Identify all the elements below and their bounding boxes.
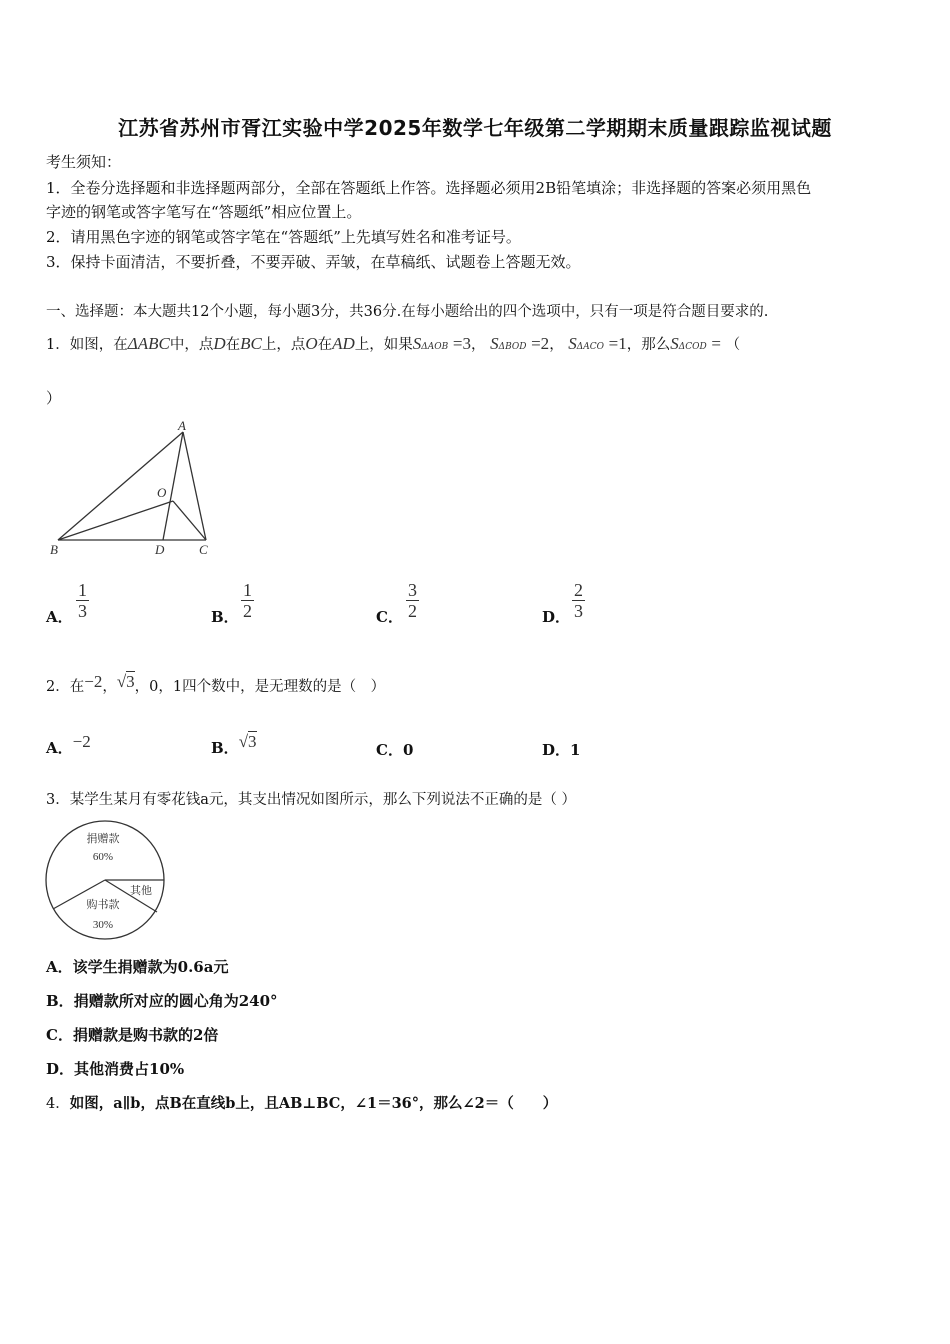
question-1-paren-close: ） (46, 389, 62, 407)
segment-bo (58, 501, 173, 540)
segment-ac (183, 432, 206, 540)
fraction: $\frac{3}{2}$ (408, 580, 417, 621)
notice-item-1-line-1: 1．全卷分选择题和非选择题两部分，全部在答题纸上作答。选择题必须用2B铅笔填涂；非选择题的答案必须用黑色 (46, 179, 812, 197)
question-1-stem: 1．如图，在ΔABC中，点D在BC上，点O在AD上，如果SΔAOB =3， SΔBOD =2， SΔACO =1，那么SΔCOD = （ (46, 334, 741, 353)
slice-label-other: 其他 (130, 885, 152, 897)
question-number: 2． (46, 679, 70, 695)
notice-item-2: 2．请用黑色字迹的钢笔或答字笔在“答题纸”上先填写姓名和准考证号。 (46, 228, 521, 246)
q3-option-b[interactable]: B．捐赠款所对应的圆心角为240° (46, 992, 278, 1010)
q2-option-a[interactable]: A．−2 (46, 732, 91, 757)
triangle-figure (44, 416, 224, 562)
segment-oc (173, 501, 206, 540)
question-4-stem: 4．如图，a∥b，点B在直线b上，且AB⊥BC，∠1＝36°，那么∠2＝（ ） (46, 1095, 558, 1112)
q3-option-c[interactable]: C．捐赠款是购书款的2倍 (46, 1026, 219, 1044)
section-heading: 一、选择题：本大题共12个小题，每小题3分，共36分.在每小题给出的四个选项中，只有一项是符合题目要求的. (46, 304, 769, 320)
notice-heading: 考生须知： (46, 153, 122, 171)
label-a: A (178, 418, 186, 433)
math-segment-bc: BC (240, 334, 262, 353)
slice-pct-books: 30% (92, 919, 114, 931)
fraction: $\frac{1}{2}$ (243, 580, 252, 621)
notice-item-1-line-2: 字迹的钢笔或答字笔写在“答题纸”相应位置上。 (46, 203, 362, 221)
slice-label-donation: 捐赠款 (86, 833, 120, 845)
q3-option-a[interactable]: A．该学生捐赠款为0.6a元 (46, 958, 229, 976)
slice-pct-donation: 60% (92, 851, 114, 863)
math-area-aco: ΔACO (576, 342, 605, 352)
slice-label-books: 购书款 (86, 899, 120, 911)
question-number: 4． (46, 1096, 70, 1112)
label-c: C (199, 542, 208, 557)
question-number: 1． (46, 337, 70, 353)
page-title: 江苏省苏州市胥江实验中学2025年数学七年级第二学期期末质量跟踪监视试题 (118, 116, 832, 140)
math-sqrt-three: √3 (116, 672, 135, 691)
math-triangle-abc: ΔABC (127, 334, 170, 353)
question-3-stem: 3．某学生某月有零花钱a元，其支出情况如图所示，那么下列说法不正确的是（ ） (46, 792, 576, 808)
question-number: 3． (46, 792, 70, 808)
math-point-o: O (305, 334, 318, 353)
label-o: O (157, 485, 167, 500)
expense-pie-chart (44, 820, 168, 944)
label-d: D (155, 542, 165, 557)
math-area-bod: ΔBOD (498, 342, 527, 352)
q2-option-c[interactable]: C．0 (376, 741, 414, 759)
fraction: $\frac{1}{3}$ (78, 580, 87, 621)
q2-option-b[interactable]: B．√3 (211, 732, 257, 757)
question-2-stem: 2．在−2，√3，0，1四个数中，是无理数的是（ ） (46, 672, 386, 695)
math-area-cod: ΔCOD (678, 342, 707, 352)
label-b: B (50, 542, 58, 557)
q2-option-d[interactable]: D．1 (542, 741, 581, 759)
q3-option-d[interactable]: D．其他消费占10% (46, 1060, 185, 1078)
math-neg-two: −2 (84, 672, 103, 691)
notice-item-3: 3．保持卡面清洁，不要折叠，不要弄破、弄皱，在草稿纸、试题卷上答题无效。 (46, 253, 581, 271)
math-segment-ad: AD (332, 334, 355, 353)
fraction: $\frac{2}{3}$ (574, 580, 583, 621)
math-point-d: D (213, 334, 226, 353)
math-area-aob: ΔAOB (421, 342, 449, 352)
